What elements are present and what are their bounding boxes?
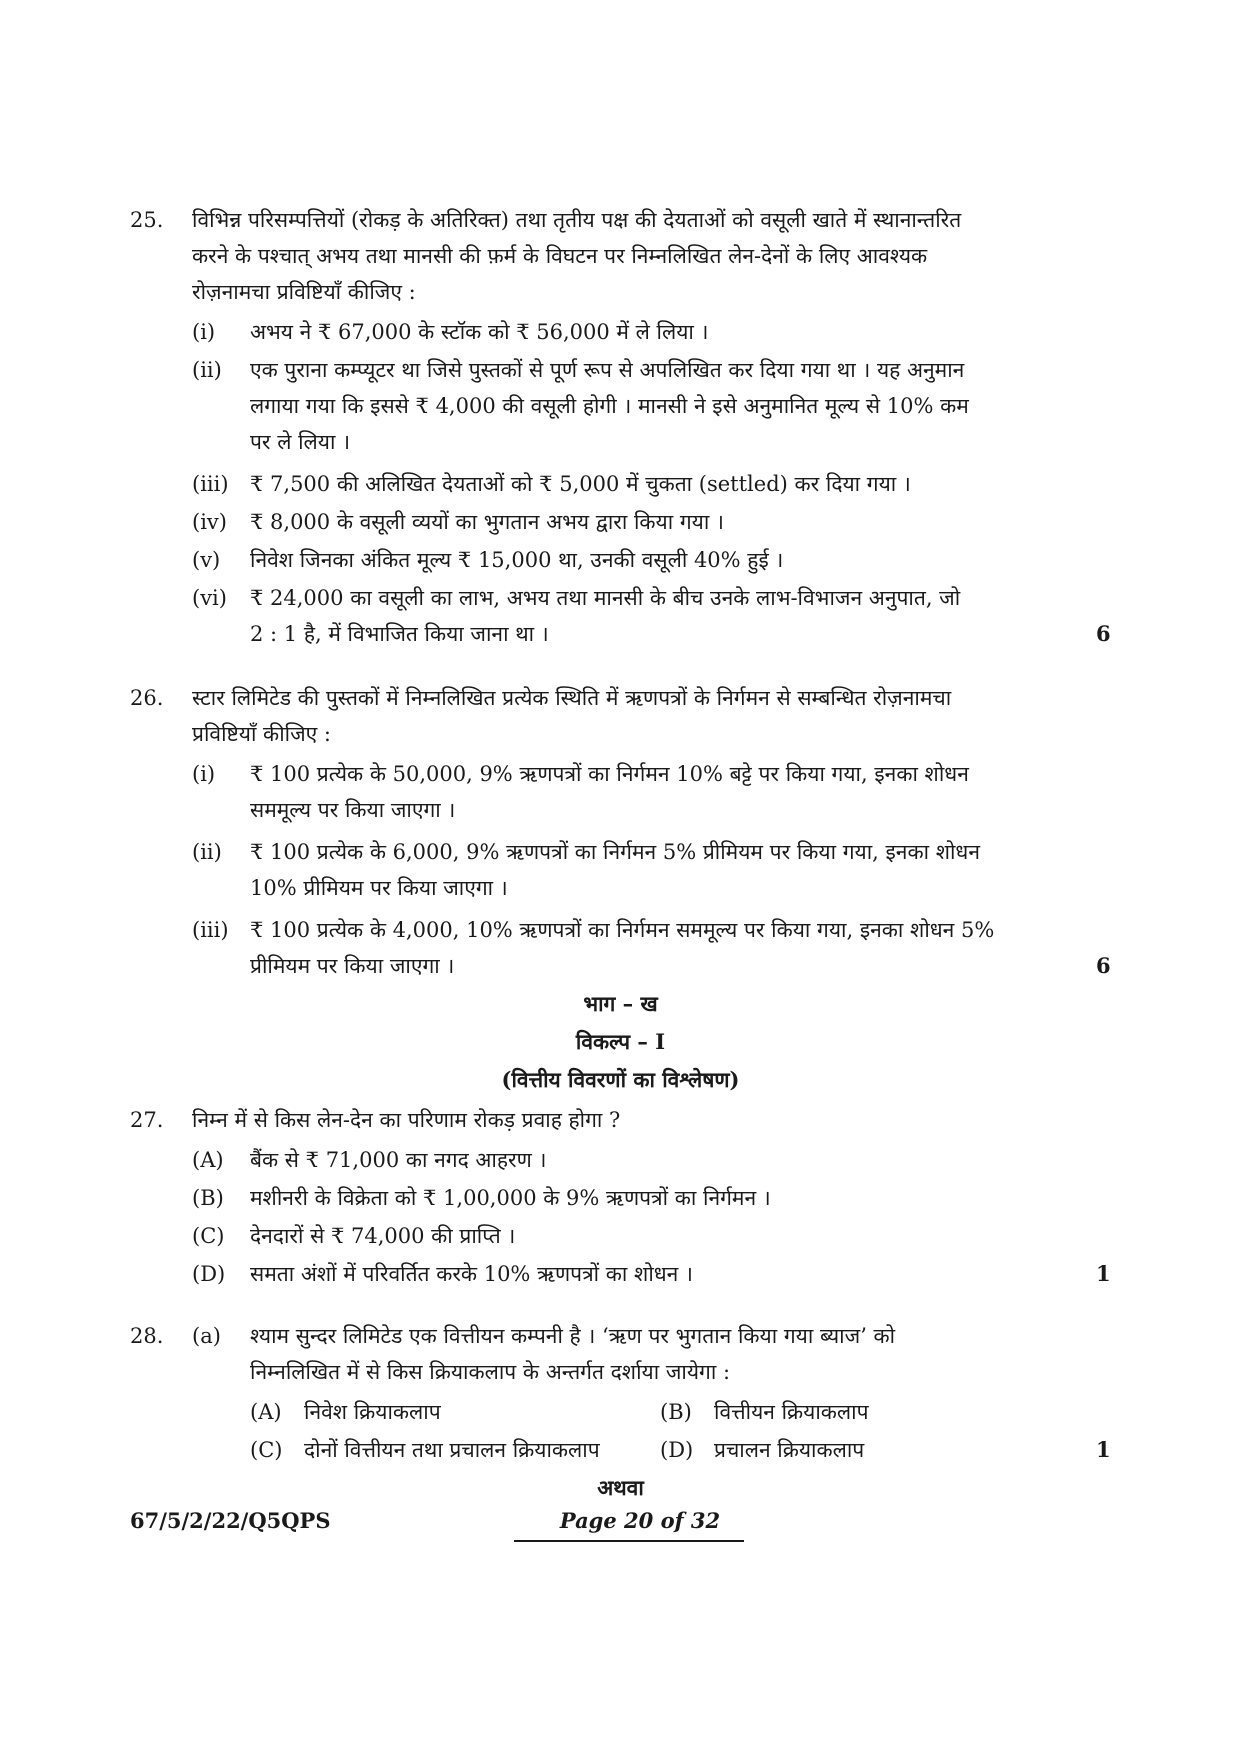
q26-item-i-label: (i): [192, 762, 216, 786]
q27-option-a-label: (A): [192, 1148, 224, 1172]
paper-code: 67/5/2/22/Q5QPS: [130, 1508, 331, 1533]
q27-option-d-label: (D): [192, 1262, 226, 1286]
q27-option-d-text: समता अंशों में परिवर्तित करके 10% ऋणपत्रों का शोधन ।: [250, 1262, 693, 1286]
q28-stem-line-1: श्याम सुन्दर लिमिटेड एक वित्तीयन कम्पनी है । ‘ऋण पर भुगतान किया गया ब्याज’ को: [250, 1324, 896, 1348]
q25-item-iv-text: ₹ 8,000 के वसूली व्ययों का भुगतान अभय द्वारा किया गया ।: [250, 510, 724, 534]
q25-item-iii-label: (iii): [192, 472, 229, 496]
q25-intro-line-3: रोज़नामचा प्रविष्टियाँ कीजिए :: [192, 280, 416, 304]
q27-option-c-label: (C): [192, 1224, 225, 1248]
q26-item-ii-line-2: 10% प्रीमियम पर किया जाएगा ।: [250, 876, 508, 900]
q28-option-b-label: (B): [660, 1400, 692, 1424]
q26-item-iii-line-1: ₹ 100 प्रत्येक के 4,000, 10% ऋणपत्रों का निर्गमन सममूल्य पर किया गया, इनका शोधन 5%: [250, 918, 995, 942]
q27-option-b-label: (B): [192, 1186, 224, 1210]
q25-intro-line-1: विभिन्न परिसम्पत्तियों (रोकड़ के अतिरिक्त) तथा तृतीय पक्ष की देयताओं को वसूली खाते में स्थानान्तरित: [192, 208, 962, 232]
q28-option-b-text: वित्तीयन क्रियाकलाप: [714, 1400, 869, 1424]
q26-marks: 6: [1096, 953, 1111, 978]
q25-item-iv-label: (iv): [192, 510, 227, 534]
q25-item-ii-line-2: लगाया गया कि इससे ₹ 4,000 की वसूली होगी । मानसी ने इसे अनुमानित मूल्य से 10% कम: [250, 394, 969, 418]
page-number: Page 20 of 32: [559, 1508, 721, 1533]
q28-option-c-text: दोनों वित्तीयन तथा प्रचालन क्रियाकलाप: [304, 1438, 600, 1462]
q25-item-ii-line-1: एक पुराना कम्प्यूटर था जिसे पुस्तकों से पूर्ण रूप से अपलिखित कर दिया गया था । यह अनुमान: [250, 358, 965, 382]
q25-item-iii-text: ₹ 7,500 की अलिखित देयताओं को ₹ 5,000 में चुकता (settled) कर दिया गया ।: [250, 472, 911, 496]
q28-option-d-label: (D): [660, 1438, 694, 1462]
q28-marks: 1: [1096, 1437, 1111, 1462]
q25-item-vi-label: (vi): [192, 586, 227, 610]
q26-item-i-line-1: ₹ 100 प्रत्येक के 50,000, 9% ऋणपत्रों का निर्गमन 10% बट्टे पर किया गया, इनका शोधन: [250, 762, 969, 786]
section-option-heading: विकल्प – I: [575, 1029, 666, 1054]
q27-marks: 1: [1096, 1261, 1111, 1286]
q28-option-d-text: प्रचालन क्रियाकलाप: [714, 1438, 865, 1462]
q27-option-a-text: बैंक से ₹ 71,000 का नगद आहरण ।: [250, 1148, 547, 1172]
q26-item-iii-label: (iii): [192, 918, 229, 942]
q27-option-c-text: देनदारों से ₹ 74,000 की प्राप्ति ।: [250, 1224, 516, 1248]
q27-number: 27.: [130, 1108, 164, 1132]
q25-item-v-label: (v): [192, 548, 221, 572]
q25-item-i-label: (i): [192, 320, 216, 344]
q27-option-b-text: मशीनरी के विक्रेता को ₹ 1,00,000 के 9% ऋणपत्रों का निर्गमन ।: [250, 1186, 771, 1210]
section-part-heading: भाग – ख: [583, 991, 658, 1016]
q28-option-a-label: (A): [250, 1400, 282, 1424]
q26-item-iii-line-2: प्रीमियम पर किया जाएगा ।: [250, 954, 455, 978]
q25-item-vi-line-2: 2 : 1 है, में विभाजित किया जाना था ।: [250, 622, 549, 646]
q26-item-ii-line-1: ₹ 100 प्रत्येक के 6,000, 9% ऋणपत्रों का निर्गमन 5% प्रीमियम पर किया गया, इनका शोधन: [250, 840, 980, 864]
q28-stem-line-2: निम्नलिखित में से किस क्रियाकलाप के अन्तर्गत दर्शाया जायेगा :: [250, 1360, 731, 1384]
q28-part-label: (a): [192, 1324, 221, 1348]
q26-intro-line-2: प्रविष्टियाँ कीजिए :: [192, 722, 332, 746]
q27-stem: निम्न में से किस लेन-देन का परिणाम रोकड़ प्रवाह होगा ?: [192, 1108, 621, 1132]
q28-option-c-label: (C): [250, 1438, 283, 1462]
q25-number: 25.: [130, 208, 164, 232]
q28-or-label: अथवा: [597, 1475, 644, 1500]
q25-item-ii-label: (ii): [192, 358, 222, 382]
q25-item-i-text: अभय ने ₹ 67,000 के स्टॉक को ₹ 56,000 में ले लिया ।: [250, 320, 709, 344]
section-title: (वित्तीय विवरणों का विश्लेषण): [501, 1067, 740, 1092]
q25-item-v-text: निवेश जिनका अंकित मूल्य ₹ 15,000 था, उनकी वसूली 40% हुई ।: [250, 548, 784, 572]
q26-item-i-line-2: सममूल्य पर किया जाएगा ।: [250, 798, 456, 822]
q25-intro-line-2: करने के पश्चात् अभय तथा मानसी की फ़र्म के विघटन पर निम्नलिखित लेन-देनों के लिए आवश्यक: [192, 244, 928, 268]
q28-number: 28.: [130, 1324, 164, 1348]
q26-intro-line-1: स्टार लिमिटेड की पुस्तकों में निम्नलिखित प्रत्येक स्थिति में ऋणपत्रों के निर्गमन से सम्बन्धित रोज़नामचा: [192, 686, 952, 710]
q28-option-a-text: निवेश क्रियाकलाप: [304, 1400, 441, 1424]
q26-number: 26.: [130, 686, 164, 710]
q25-marks: 6: [1096, 621, 1111, 646]
page-number-underline: [514, 1540, 744, 1542]
q26-item-ii-label: (ii): [192, 840, 222, 864]
q25-item-ii-line-3: पर ले लिया ।: [250, 430, 351, 454]
q25-item-vi-line-1: ₹ 24,000 का वसूली का लाभ, अभय तथा मानसी के बीच उनके लाभ-विभाजन अनुपात, जो: [250, 586, 961, 610]
